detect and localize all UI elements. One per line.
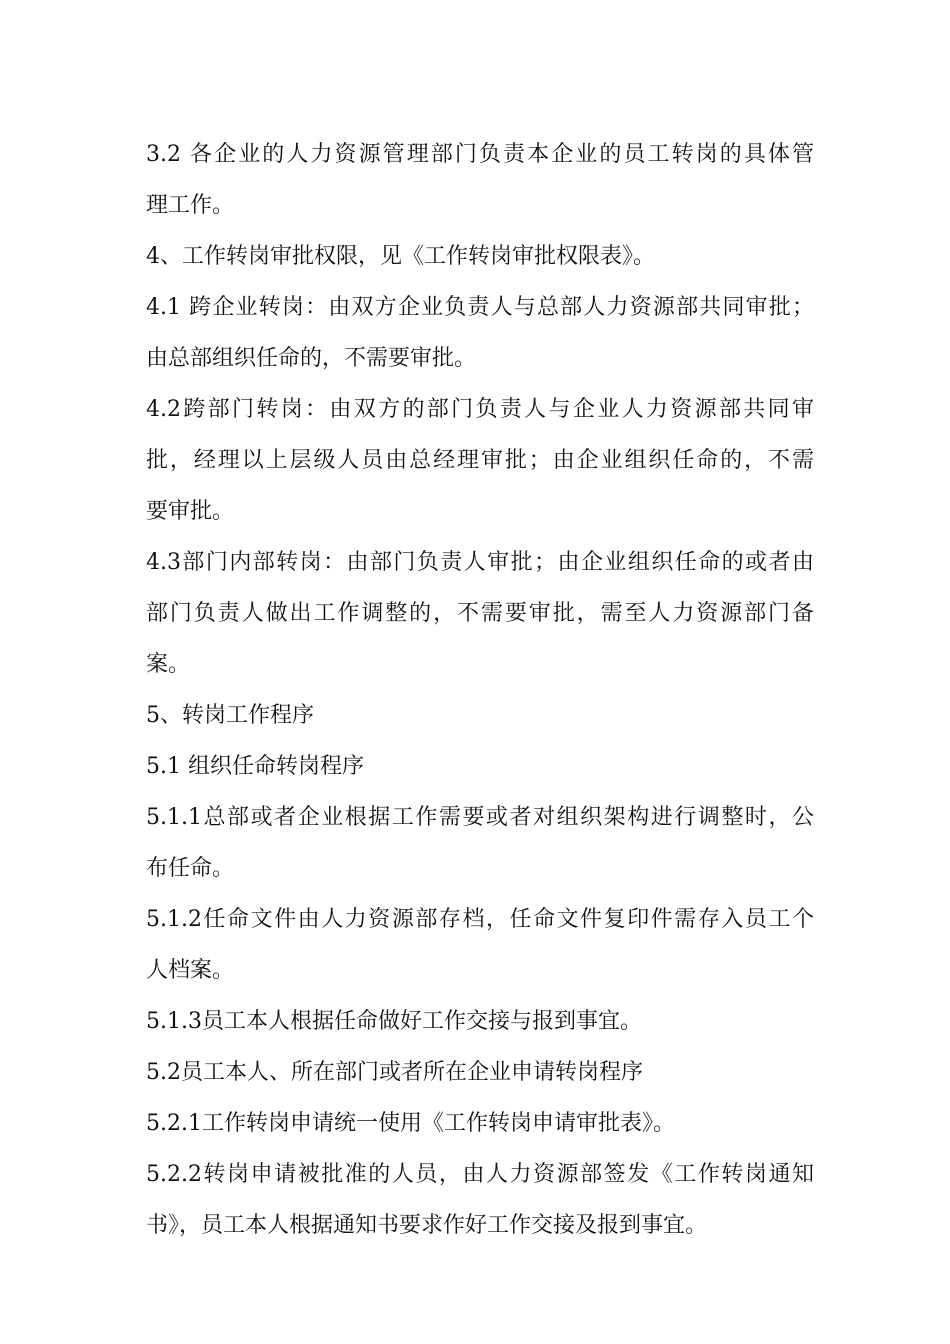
paragraph-line: 批，经理以上层级人员由总经理审批；由企业组织任命的，不需: [146, 448, 814, 473]
paragraph-line: 布任命。: [146, 856, 235, 881]
paragraph-line: 部门负责人做出工作调整的，不需要审批，需至人力资源部门备: [146, 601, 814, 626]
paragraph-line: 书》，员工本人根据通知书要求作好工作交接及报到事宜。: [146, 1213, 708, 1238]
paragraph-line: 理工作。: [146, 193, 235, 218]
paragraph-line: 5.2.1工作转岗申请统一使用《工作转岗申请审批表》。: [146, 1111, 675, 1136]
paragraph-line: 5.1.2任命文件由人力资源部存档，任命文件复印件需存入员工个: [146, 907, 814, 932]
section-heading: 5、转岗工作程序: [146, 703, 314, 728]
paragraph-line: 人档案。: [146, 958, 235, 983]
paragraph-line: 5.1.1总部或者企业根据工作需要或者对组织架构进行调整时，公: [146, 805, 814, 830]
paragraph-line: 4、工作转岗审批权限，见《工作转岗审批权限表》。: [146, 244, 655, 269]
paragraph-line: 5.1.3员工本人根据任命做好工作交接与报到事宜。: [146, 1009, 642, 1034]
subsection-heading: 5.2员工本人、所在部门或者所在企业申请转岗程序: [146, 1060, 643, 1085]
subsection-heading: 5.1 组织任命转岗程序: [146, 754, 364, 779]
paragraph-line: 由总部组织任命的，不需要审批。: [146, 346, 477, 371]
paragraph-line: 4.1 跨企业转岗：由双方企业负责人与总部人力资源部共同审批；: [146, 295, 814, 320]
paragraph-line: 3.2 各企业的人力资源管理部门负责本企业的员工转岗的具体管: [146, 142, 814, 167]
paragraph-line: 案。: [146, 652, 191, 677]
paragraph-line: 要审批。: [146, 499, 235, 524]
document-body: [146, 129, 814, 1251]
paragraph-line: 4.2跨部门转岗：由双方的部门负责人与企业人力资源部共同审: [146, 397, 814, 422]
paragraph-line: 4.3部门内部转岗：由部门负责人审批；由企业组织任命的或者由: [146, 550, 814, 575]
paragraph-line: 5.2.2转岗申请被批准的人员，由人力资源部签发《工作转岗通知: [146, 1162, 814, 1187]
